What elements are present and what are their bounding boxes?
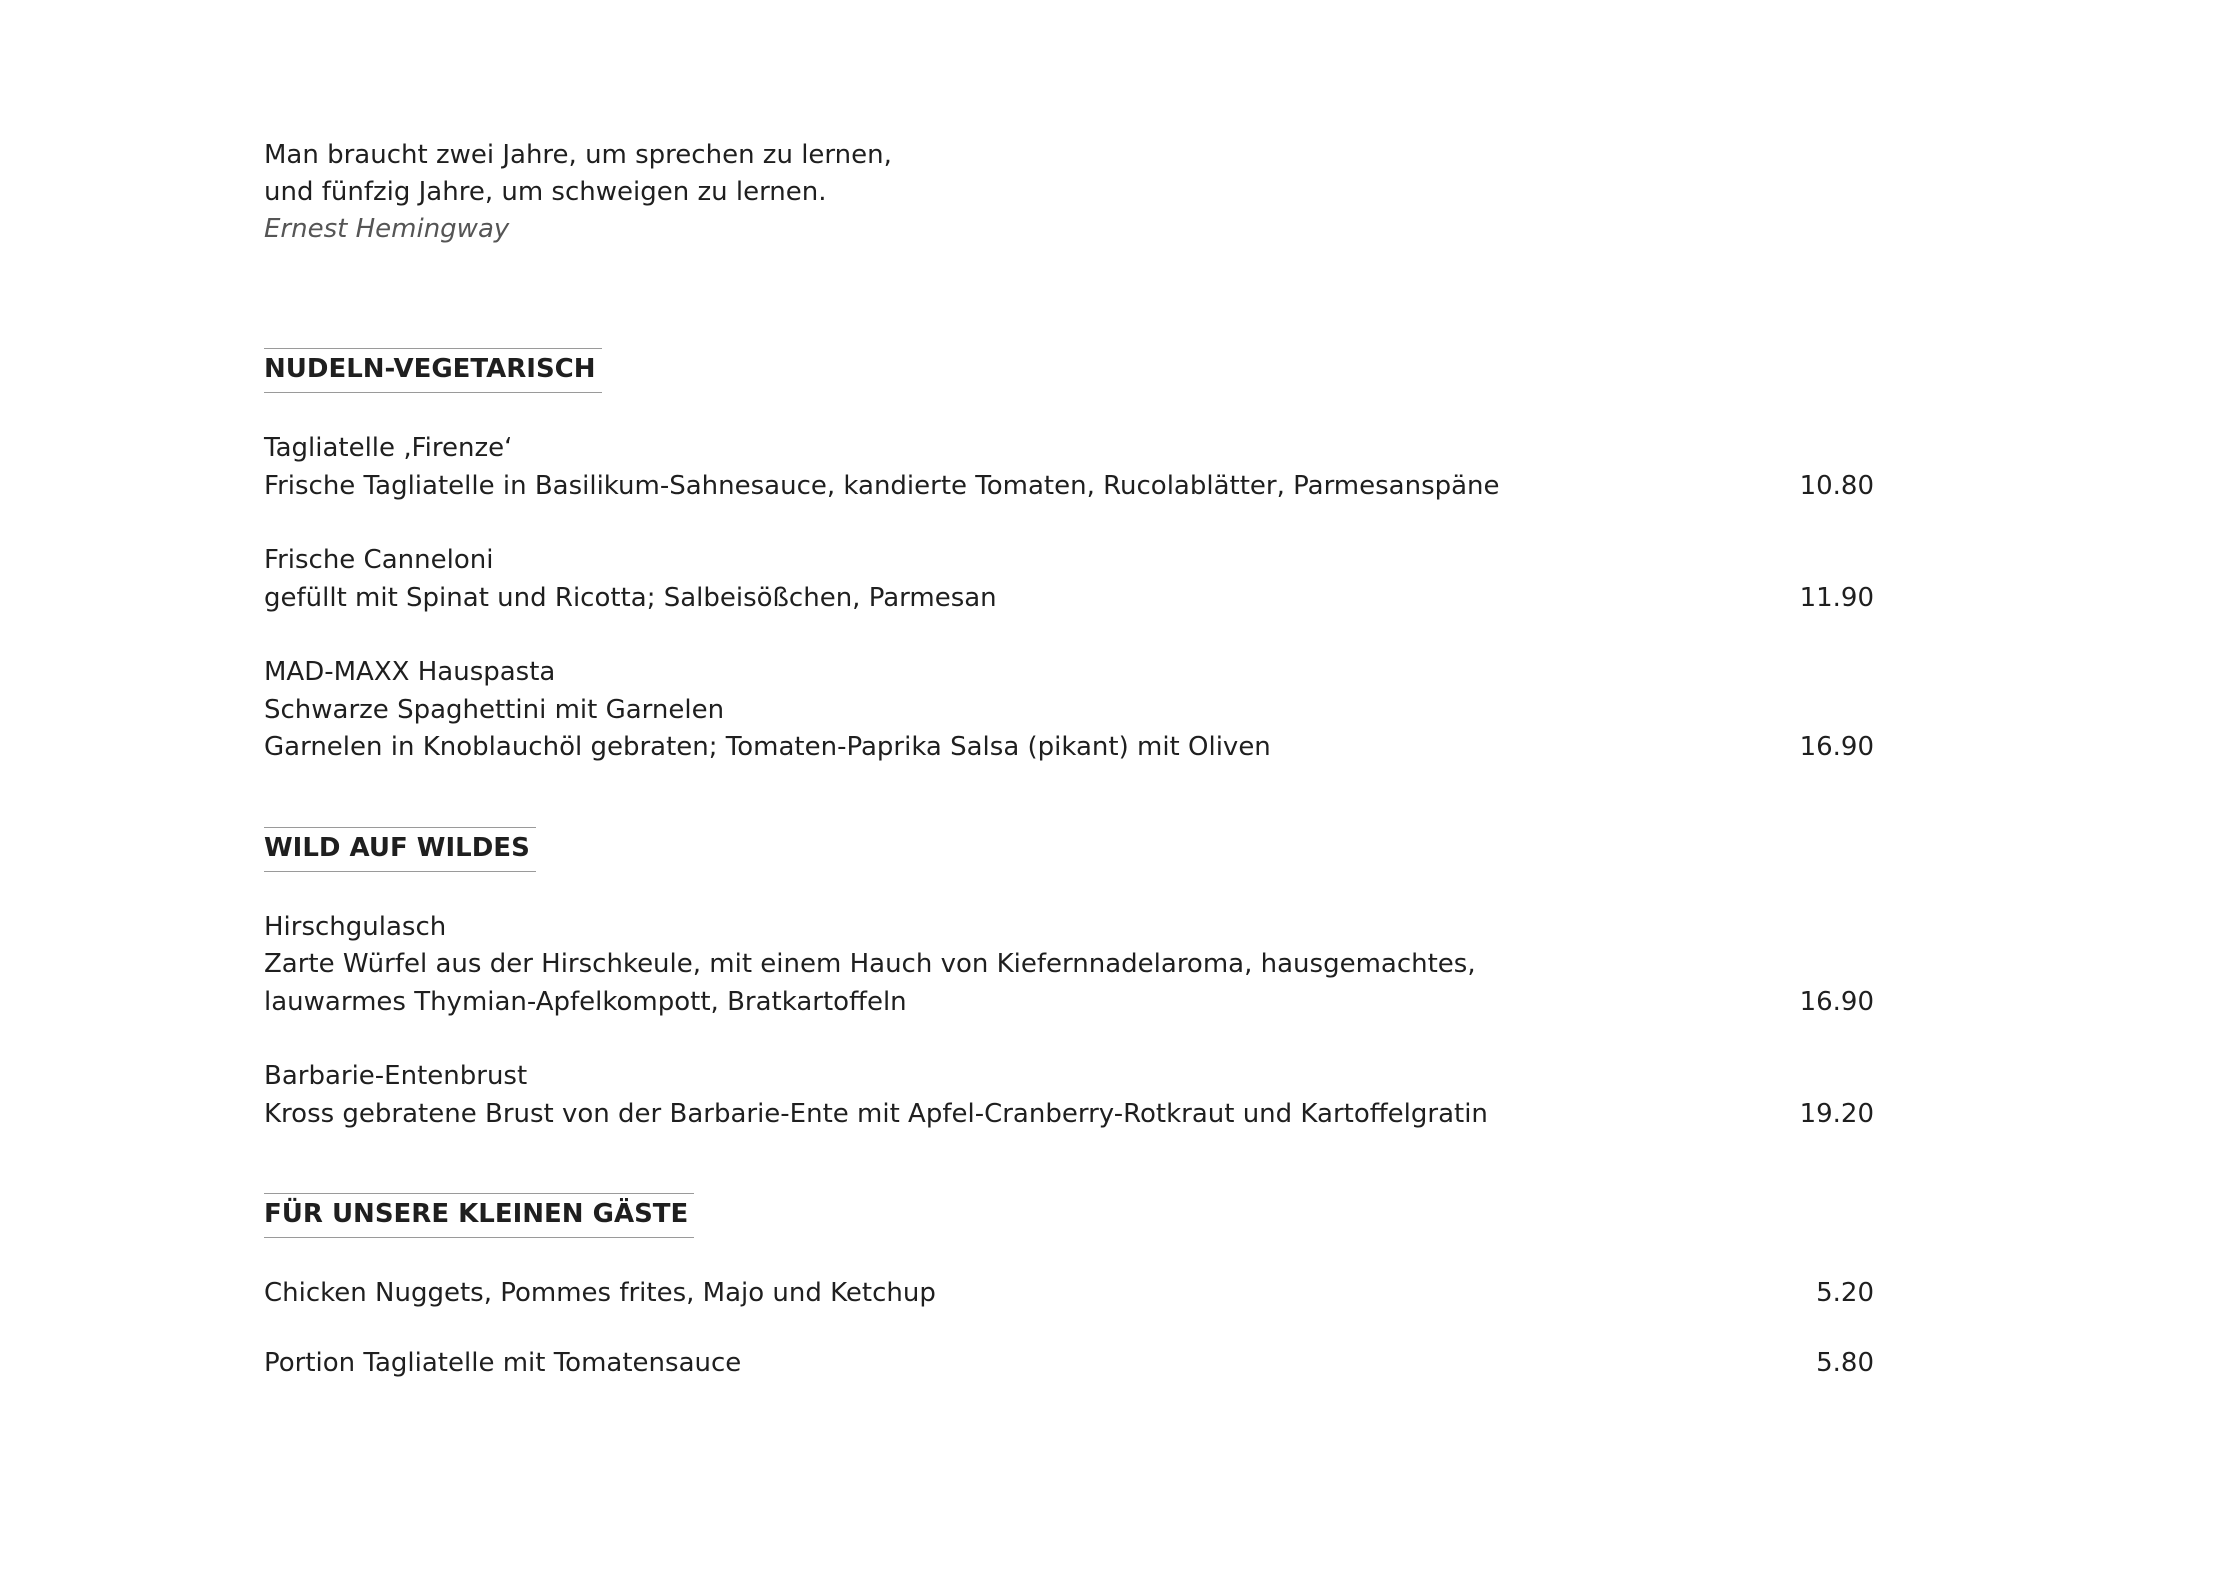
- section-heading: NUDELN-VEGETARISCH: [264, 348, 602, 393]
- item-price: 16.90: [1799, 732, 1874, 762]
- quote-line: Man braucht zwei Jahre, um sprechen zu lernen,: [264, 140, 892, 170]
- section-heading: WILD AUF WILDES: [264, 827, 536, 872]
- item-name: Hirschgulasch: [264, 911, 447, 942]
- menu-section-kinder: [264, 1193, 1874, 1382]
- item-description: Kross gebratene Brust von der Barbarie-Ente mit Apfel-Cranberry-Rotkraut und Kartoffelgratin: [264, 1098, 1488, 1129]
- item-description: Frische Tagliatelle in Basilikum-Sahnesauce, kandierte Tomaten, Rucolablätter, Parmesanspäne: [264, 470, 1500, 501]
- item-price: 10.80: [1799, 470, 1874, 501]
- menu-section-wild-auf-wildes: [264, 827, 1874, 1134]
- item-name: Portion Tagliatelle mit Tomatensauce: [264, 1347, 742, 1378]
- item-name: Chicken Nuggets, Pommes frites, Majo und Ketchup: [264, 1278, 936, 1308]
- menu-item: [264, 542, 1874, 617]
- item-description: Garnelen in Knoblauchöl gebraten; Tomaten-Paprika Salsa (pikant) mit Oliven: [264, 732, 1271, 762]
- item-name: Tagliatelle ‚Firenze‘: [264, 433, 513, 463]
- epigraph-quote: [264, 137, 1874, 248]
- item-description: Zarte Würfel aus der Hirschkeule, mit einem Hauch von Kiefernnadelaroma, hausgemachtes,: [264, 949, 1476, 979]
- section-heading: FÜR UNSERE KLEINEN GÄSTE: [264, 1193, 694, 1238]
- item-price: 19.20: [1799, 1098, 1874, 1129]
- menu-item: [264, 654, 1874, 767]
- menu-section-nudeln-vegetarisch: [264, 348, 1874, 767]
- item-name: Frische Canneloni: [264, 545, 494, 575]
- menu-item: [264, 430, 1874, 505]
- menu-item: [264, 1345, 1874, 1383]
- menu-item: [264, 1275, 1874, 1313]
- item-price: 5.20: [1816, 1278, 1874, 1308]
- item-price: 11.90: [1799, 582, 1874, 613]
- menu-page: [264, 137, 1874, 1382]
- item-name: Barbarie-Entenbrust: [264, 1061, 528, 1091]
- item-price: 5.80: [1816, 1347, 1874, 1378]
- item-name: MAD-MAXX Hauspasta: [264, 657, 556, 687]
- quote-author: Ernest Hemingway: [264, 214, 510, 244]
- menu-item: [264, 909, 1874, 1022]
- menu-item: [264, 1058, 1874, 1133]
- item-description: lauwarmes Thymian-Apfelkompott, Bratkartoffeln: [264, 986, 907, 1017]
- item-subtitle: Schwarze Spaghettini mit Garnelen: [264, 694, 725, 725]
- quote-line: und fünfzig Jahre, um schweigen zu lernen.: [264, 177, 827, 207]
- item-description: gefüllt mit Spinat und Ricotta; Salbeisößchen, Parmesan: [264, 582, 997, 613]
- item-price: 16.90: [1799, 986, 1874, 1017]
